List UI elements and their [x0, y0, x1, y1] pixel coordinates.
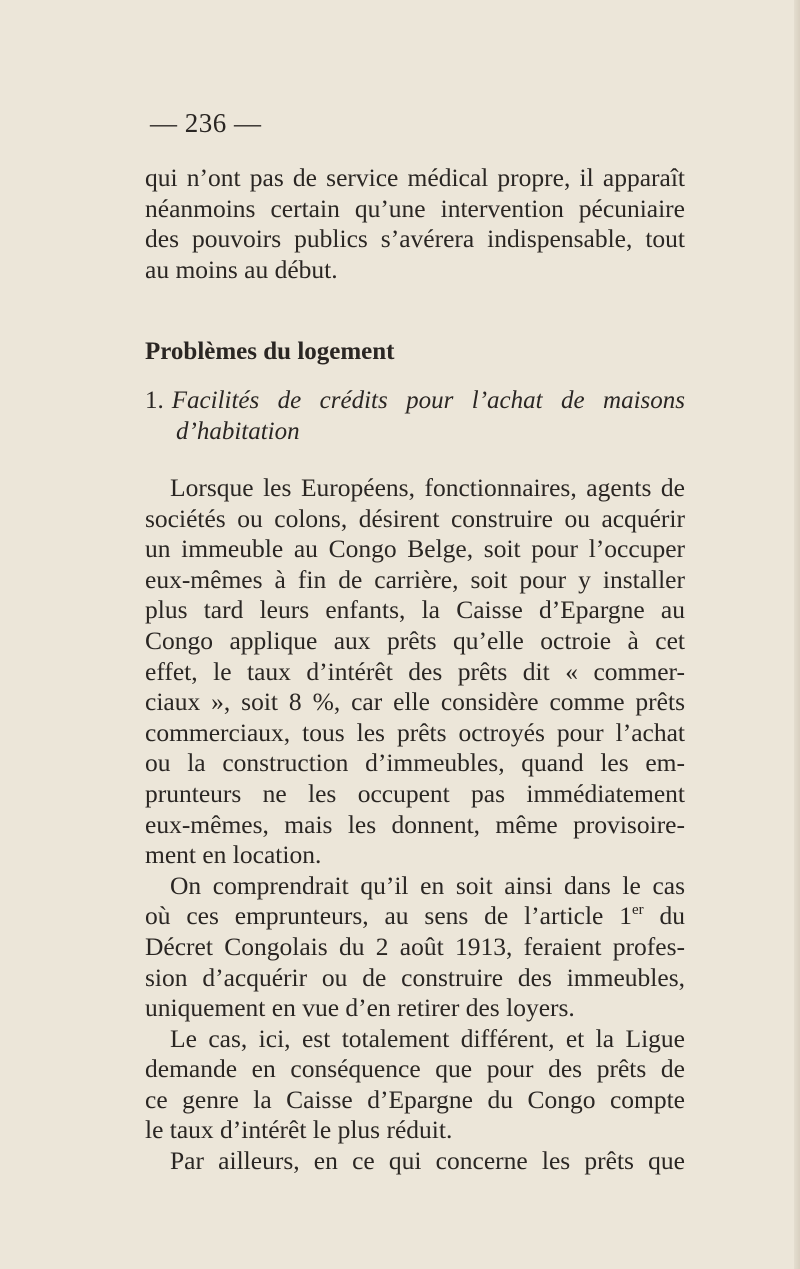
text-line: ou la construction d’immeubles, quand les em- [145, 748, 685, 778]
text-line: ce genre la Caisse d’Epargne du Congo compte [145, 1084, 685, 1114]
text-line: demande en conséquence que pour des prêts de [145, 1054, 685, 1084]
text-line: des pouvoirs publics s’avérera indispensable, tout [145, 224, 685, 254]
text-line: sociétés ou colons, désirent construire ou acquérir [145, 503, 685, 533]
line-text: où ces emprunteurs, au sens de l’article 1 [145, 901, 632, 931]
subsection-title-text: Facilités de crédits pour l’achat de maisons [171, 387, 685, 414]
text-line: Le cas, ici, est totalement différent, et la Ligue [170, 1023, 685, 1053]
text-line: On comprendrait qu’il en soit ainsi dans le cas [170, 870, 685, 900]
text-line: prunteurs ne les occupent pas immédiatement [145, 778, 685, 808]
text-line: Congo applique aux prêts qu’elle octroie à cet [145, 625, 685, 655]
text-line: eux-mêmes à fin de carrière, soit pour y installer [145, 564, 685, 594]
subsection-title-line: d’habitation [176, 418, 300, 445]
text-line: sion d’acquérir ou de construire des immeubles, [145, 962, 685, 992]
text-line: uniquement en vue d’en retirer des loyers. [145, 993, 575, 1023]
subsection-title-line [145, 385, 685, 416]
text-line: effet, le taux d’intérêt des prêts dit « commer- [145, 656, 685, 686]
text-line: néanmoins certain qu’une intervention pécuniaire [145, 193, 685, 223]
line-text: du [643, 901, 685, 931]
text-line: eux-mêmes, mais les donnent, même provisoire- [145, 809, 685, 839]
text-line: Par ailleurs, en ce qui concerne les prêts que [170, 1146, 685, 1176]
intro-paragraph [145, 163, 685, 285]
text-line: Décret Congolais du 2 août 1913, feraient profes- [145, 931, 685, 961]
text-line: commerciaux, tous les prêts octroyés pour l’achat [145, 717, 685, 747]
text-line: au moins au début. [145, 254, 338, 284]
page-number: — 236 — [150, 108, 262, 138]
body-text [145, 473, 685, 1177]
subsection-number: 1. [145, 387, 164, 414]
text-line: plus tard leurs enfants, la Caisse d’Epargne au [145, 595, 685, 625]
superscript: er [631, 902, 644, 919]
text-line: Lorsque les Européens, fonctionnaires, agents de [170, 473, 685, 502]
page-edge [794, 0, 800, 1269]
text-line: qui n’ont pas de service médical propre, il apparaît [145, 163, 685, 192]
text-line-with-superscript [145, 901, 685, 932]
text-line: un immeuble au Congo Belge, soit pour l’occuper [145, 534, 685, 564]
text-line: le taux d’intérêt le plus réduit. [145, 1115, 453, 1145]
subsection-title [145, 385, 685, 447]
text-line: ciaux », soit 8 %, car elle considère comme prêts [145, 687, 685, 717]
text-line: ment en location. [145, 840, 322, 870]
section-heading: Problèmes du logement [145, 338, 395, 365]
